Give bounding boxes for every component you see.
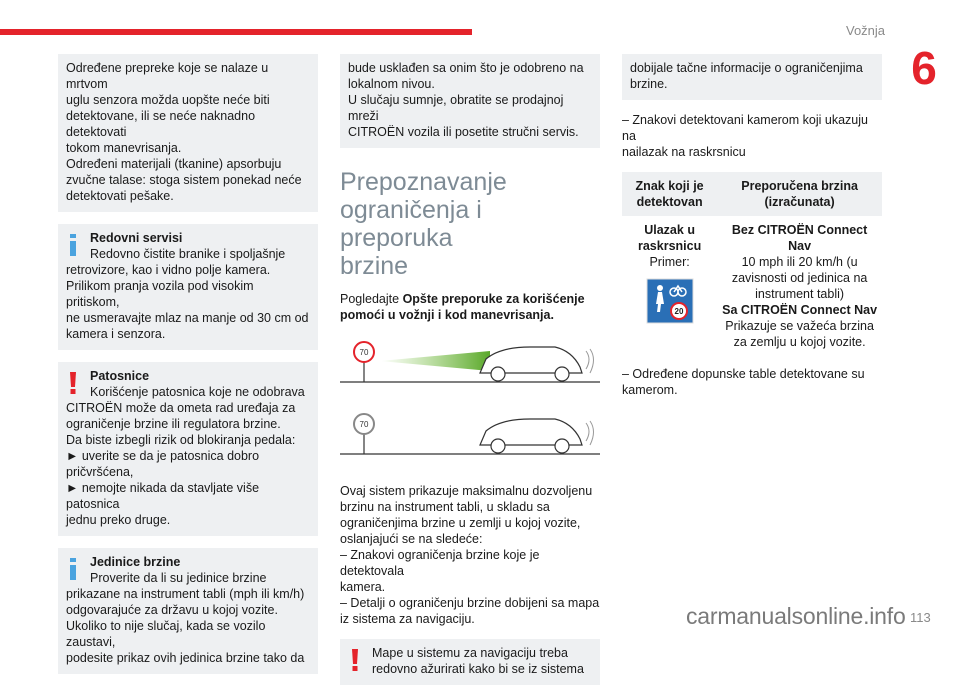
info-icon <box>66 558 80 580</box>
intersection-zone-sign-icon <box>646 278 694 324</box>
note-line: lokalnom nivou. <box>348 77 435 91</box>
note-line: Određene prepreke koje se nalaze u mrtvom <box>66 61 269 91</box>
info-title: Jedinice brzine <box>90 555 181 569</box>
warning-line: jednu preko druge. <box>66 513 171 527</box>
note-line: dobijale tačne informacije o ograničenjima <box>630 61 863 75</box>
info-line: odgovarajuće za državu u kojoj vozite. <box>66 603 278 617</box>
see-also-reference: pomoći u vožnji i kod manevrisanja. <box>340 308 554 322</box>
sign-name: Ulazak u raskrsnicu <box>637 223 702 253</box>
warning-line: Korišćenje patosnica koje ne odobrava <box>90 385 305 399</box>
sign-table <box>622 172 882 356</box>
note-line: tokom manevrisanja. <box>66 141 182 155</box>
body-line: brzinu na instrument tabli, u skladu sa <box>340 500 550 514</box>
speed-sign-label: 70 <box>359 348 369 357</box>
warning-line: Da biste izbegli rizik od blokiranja pedala: <box>66 433 296 447</box>
see-also-text <box>340 291 600 323</box>
note-line: Određeni materijali (tkanine) apsorbuju <box>66 157 282 171</box>
info-box-regular-service <box>58 224 318 350</box>
warning-line: pričvršćena, <box>66 465 134 479</box>
warning-box-map-update <box>340 639 600 685</box>
option-text: 10 mph ili 20 km/h (u zavisnosti od jedinica na instrument tabli) <box>731 255 868 301</box>
info-line: ne usmeravajte mlaz na manje od 30 cm od <box>66 311 309 325</box>
warning-line: Mape u sistemu za navigaciju treba <box>372 646 568 660</box>
body-line: kamera. <box>340 580 386 594</box>
chapter-number: 6 <box>911 42 937 94</box>
table-header-row <box>622 172 882 216</box>
body-line: oslanjajući se na sledeće: <box>340 532 483 546</box>
table-header-cell: Znak koji je detektovan <box>622 172 717 216</box>
illustration-sign-not-detected <box>340 411 600 461</box>
note-line: CITROËN vozila ili posetite stručni servis. <box>348 125 579 139</box>
warning-box-floor-mats <box>58 362 318 536</box>
info-icon <box>66 234 80 256</box>
column-1 <box>58 54 318 686</box>
note-line: brzine. <box>630 77 668 91</box>
section-title-line: ograničenja i preporuka <box>340 196 482 252</box>
speed-sign-label: 70 <box>359 420 369 429</box>
option-title: Sa CITROËN Connect Nav <box>722 303 878 317</box>
outro-line: kamerom. <box>622 383 678 397</box>
body-line: – Znakovi ograničenja brzine koje je detektovala <box>340 548 540 578</box>
header-red-bar <box>0 29 472 35</box>
column-3 <box>622 54 882 398</box>
warning-line: CITROËN može da ometa rad uređaja za <box>66 401 296 415</box>
warning-line: ograničenje brzine ili regulatora brzine. <box>66 417 281 431</box>
footer-watermark: carmanualsonline.info <box>686 603 906 629</box>
note-box-blind-spot <box>58 54 318 212</box>
section-title-line: brzine <box>340 252 409 280</box>
info-line: retrovizore, kao i vidno polje kamera. <box>66 263 271 277</box>
note-line: detektovati pešake. <box>66 189 174 203</box>
warning-exclamation-icon <box>66 372 80 394</box>
column-2 <box>340 54 600 697</box>
warning-exclamation-icon <box>348 649 362 671</box>
info-line: Proverite da li su jedinice brzine <box>90 571 267 585</box>
note-line: uglu senzora možda uopšte neće biti <box>66 93 270 107</box>
note-box-continued <box>622 54 882 100</box>
info-line: prikazane na instrument tabli (mph ili km/h) <box>66 587 305 601</box>
outro-line: – Određene dopunske table detektovane su <box>622 367 865 381</box>
info-line: kamera i senzora. <box>66 327 166 341</box>
info-title: Redovni servisi <box>90 231 183 245</box>
note-line: zvučne talase: stoga sistem ponekad neće <box>66 173 302 187</box>
note-box-continued <box>340 54 600 148</box>
body-line: – Detalji o ograničenju brzine dobijeni sa mapa <box>340 596 600 610</box>
warning-line: ► nemojte nikada da stavljate više patosnica <box>66 481 260 511</box>
warning-line: redovno ažurirati kako bi se iz sistema <box>372 662 584 676</box>
note-line: U slučaju sumnje, obratite se prodajnoj mreži <box>348 93 564 123</box>
table-cell-sign <box>622 216 717 356</box>
sign-example-label: Primer: <box>649 255 690 269</box>
info-line: podesite prikaz ovih jedinica brzine tako da <box>66 651 305 665</box>
warning-line: ► uverite se da je patosnica dobro <box>66 449 260 463</box>
body-text <box>340 483 600 627</box>
body-line: ograničenjima brzine u zemlji u kojoj vozite, <box>340 516 581 530</box>
info-box-speed-units <box>58 548 318 674</box>
table-header-cell: Preporučena brzina (izračunata) <box>717 172 882 216</box>
table-cell-speed <box>717 216 882 356</box>
illustration-sign-detected <box>340 339 600 389</box>
section-title <box>340 168 600 280</box>
header-section-title: Vožnja <box>846 23 886 38</box>
body-line: iz sistema za navigaciju. <box>340 612 475 626</box>
note-line: bude usklađen sa onim što je odobreno na <box>348 61 584 75</box>
see-also-reference: Opšte preporuke za korišćenje <box>402 292 585 306</box>
info-line: Ukoliko to nije slučaj, kada se vozilo zaustavi, <box>66 619 266 649</box>
info-line: Prilikom pranja vozila pod visokim pritiskom, <box>66 279 254 309</box>
intro-line: – Znakovi detektovani kamerom koji ukazuju na <box>622 113 868 143</box>
note-line: detektovane, ili se neće naknadno detektovati <box>66 109 256 139</box>
option-title: Bez CITROËN Connect Nav <box>731 223 868 253</box>
info-line: Redovno čistite branike i spoljašnje <box>90 247 286 261</box>
option-text: Prikazuje se važeća brzina za zemlju u kojoj vozite. <box>725 319 874 349</box>
intro-line: nailazak na raskrsnicu <box>622 145 746 159</box>
body-line: Ovaj sistem prikazuje maksimalnu dozvoljenu <box>340 484 593 498</box>
section-title-line: Prepoznavanje <box>340 168 507 196</box>
outro-text <box>622 366 882 398</box>
page-number: 113 <box>910 610 931 625</box>
sign-speed-value: 20 <box>674 307 684 316</box>
warning-title: Patosnice <box>90 369 150 383</box>
table-row <box>622 216 882 356</box>
see-also-prefix: Pogledajte <box>340 292 403 306</box>
